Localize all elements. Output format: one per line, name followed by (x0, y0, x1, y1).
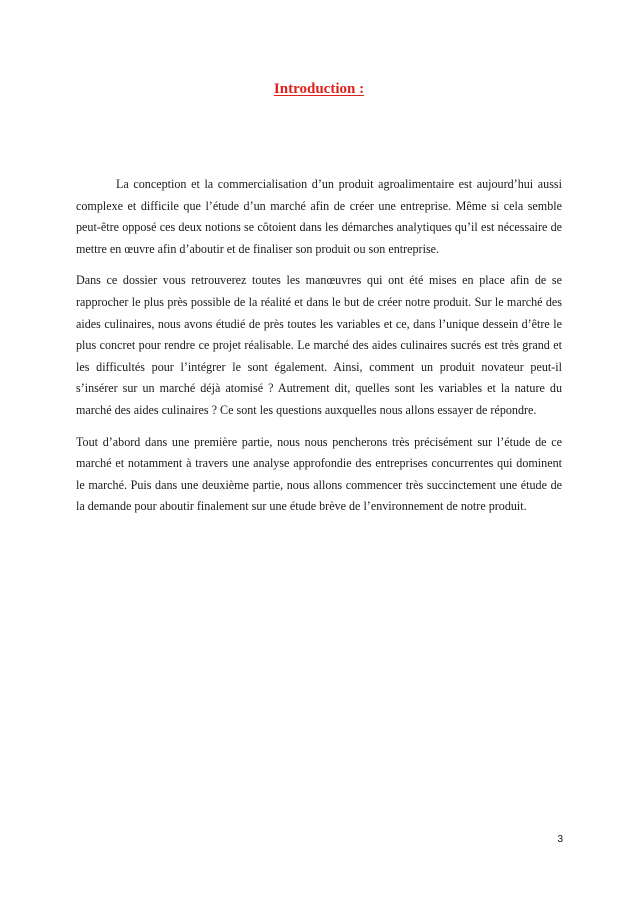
page-number: 3 (557, 834, 563, 845)
page-title: Introduction : (273, 81, 365, 97)
paragraph-dossier: Dans ce dossier vous retrouverez toutes les manœuvres qui ont été mises en place afin de se rapprocher le plus près possible de la réalité et dans le but de créer notre produit. Sur le marché des aides culinaires, nous avons étudié de près toutes les variables et ce, dans l’unique dessein d’être le plus concret pour rendre ce projet réalisable. Le marché des aides culinaires sucrés est très grand et les difficultés pour l’intégrer le sont également. Ainsi, comment un produit novateur peut-il s’insérer sur un marché déjà atomisé ? Autrement dit, quelles sont les variables et la nature du marché des aides culinaires ? Ce sont les questions auxquelles nous allons essayer de répondre. (76, 273, 562, 417)
paragraph-plan: Tout d’abord dans une première partie, nous nous pencherons très précisément sur l’étude de ce marché et notamment à travers une analyse approfondie des entreprises concurrentes qui dominent le marché. Puis dans une deuxième partie, nous allons commencer très succinctement une étude de la demande pour aboutir finalement sur une étude brève de l’environnement de notre produit. (76, 434, 562, 514)
document-body (76, 174, 562, 518)
paragraph-intro: La conception et la commercialisation d’un produit agroalimentaire est aujourd’hui aussi complexe et difficile que l’étude d’un marché afin de créer une entreprise. Même si cela semble peut-être opposé ces deux notions se côtoient dans les démarches analytiques qu’il est nécessaire de mettre en œuvre afin d’aboutir et de finaliser son produit ou son entreprise. (76, 177, 562, 256)
